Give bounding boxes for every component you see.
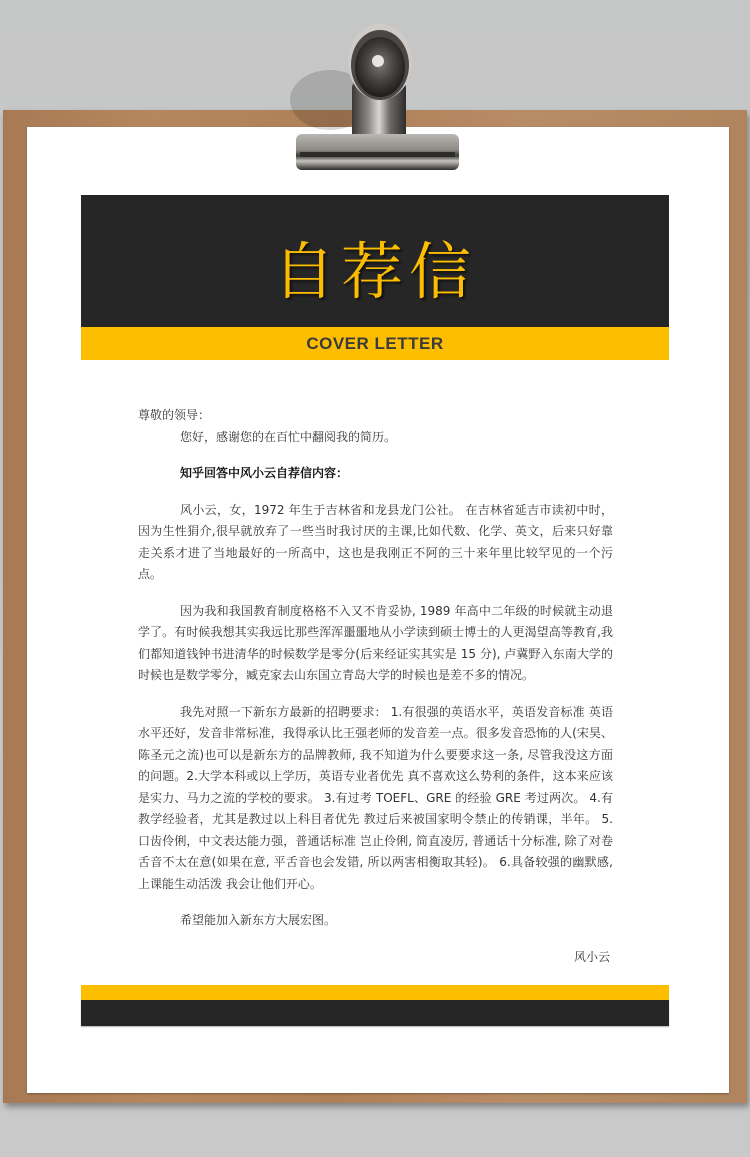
footer-dark-bar — [81, 1000, 669, 1026]
paragraph-education: 因为我和我国教育制度格格不入又不肯妥协, 1989 年高中二年级的时候就主动退学了。有时候我想其实我远比那些浑浑噩噩地从小学读到硕士博士的人更渴望高等教育,我们都知道钱钟书进清华的时候数学是零分(后来经证实其实是 15 分), 卢冀野入东南大学的时候也是数学零分，臧克家去山东国立青岛大学的时候也是差不多的情况。 — [138, 603, 613, 682]
paragraph-requirements: 我先对照一下新东方最新的招聘要求： 1.有很强的英语水平，英语发音标准 英语水平还好，发音非常标准，我得承认比王强老师的发音差一点。很多发音恐怖的人(宋昊、陈圣元之流)也可以是新东方的品牌教师, 我不知道为什么要要求这一条, 尽管我没这方面的问题。2.大学本科或以上学历，英语专业者优先 真不喜欢这么势利的条件，这本来应该是实力、马力之流的学校的要求。 3.有过考 TOEFL、GRE 的经验 GRE 考过两次。 4.有教学经验者，尤其是教过以上科目者优先 教过后来被国家明令禁止的传销课，半年。 5.口齿伶俐，中文表达能力强，普通话标准 岂止伶俐, 简直凌厉, 普通话十分标准, 除了对卷舌音不太在意(如果在意, 平舌音也会发错, 所以两害相衡取其轻)。 6.具备较强的幽默感, 上课能生动活泼 我会让他们开心。 — [138, 704, 613, 891]
paragraph-closing: 希望能加入新东方大展宏图。 — [180, 913, 337, 927]
footer-yellow-bar — [81, 985, 669, 1000]
header-subtitle-band — [81, 327, 669, 360]
page-subtitle: COVER LETTER — [306, 333, 444, 353]
header-title-block — [81, 195, 669, 327]
page-title: 自荐信 — [272, 234, 477, 308]
opening-line: 您好，感谢您的在百忙中翻阅我的简历。 — [180, 429, 397, 444]
letter-body — [138, 405, 613, 968]
salutation: 尊敬的领导： — [138, 408, 211, 422]
signature: 风小云 — [573, 949, 610, 964]
paragraph-background: 风小云，女，1972 年生于吉林省和龙县龙门公社。 在吉林省延吉市读初中时，因为生性狷介,很早就放弃了一些当时我讨厌的主课,比如代数、化学、英文，后来只好靠走关系才进了当地最好的一所高中，这也是我刚正不阿的三十来年里比较罕见的一个污点。 — [138, 502, 613, 581]
section-heading: 知乎回答中风小云自荐信内容： — [180, 466, 349, 480]
